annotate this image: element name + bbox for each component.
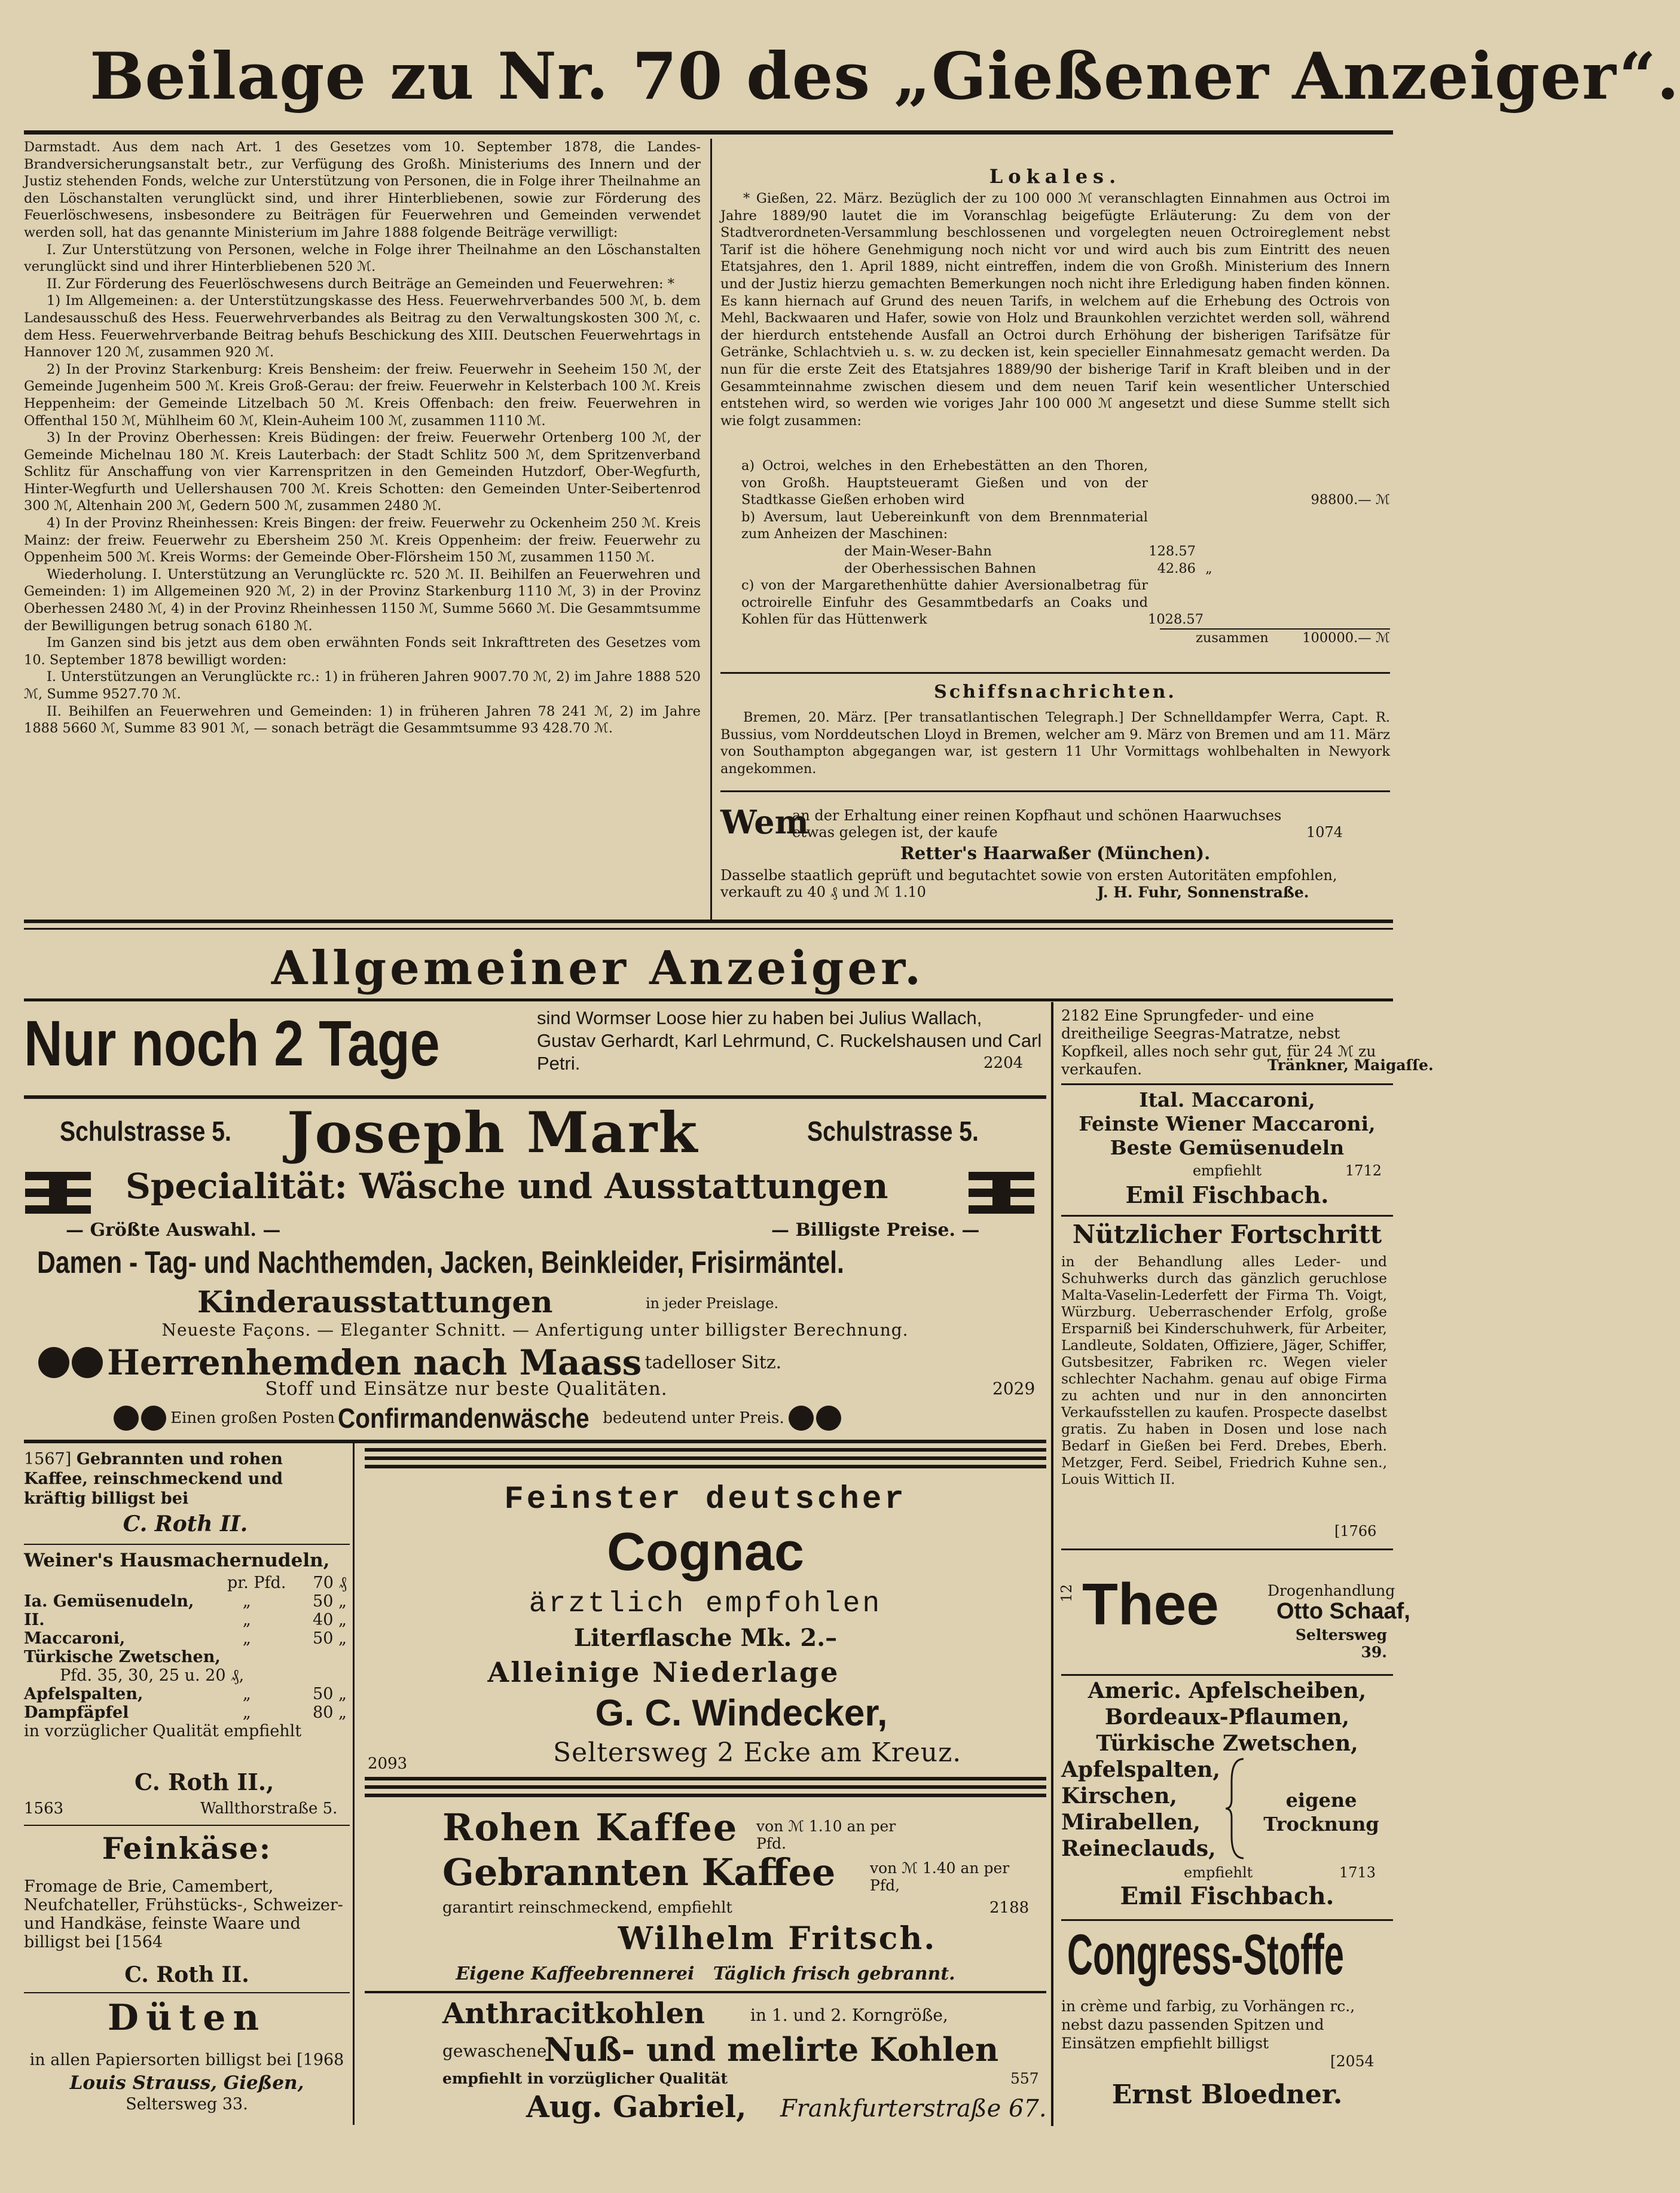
- lokales-article: [720, 190, 1390, 429]
- gabriel-l3: empfiehlt in vorzüglicher Qualität: [442, 2070, 728, 2087]
- wem-product: Retter's Haarwaßer (München).: [900, 843, 1211, 863]
- ad-rule: [1061, 1083, 1393, 1085]
- ad-rule: [24, 1095, 1046, 1099]
- article-paragraph: Im Ganzen sind bis jetzt aus dem oben erwähnten Fonds seit Inkrafttreten des Gesetzes vom 10. September 1878 bewilligt worden:: [24, 635, 701, 668]
- fischbach2-l4: Apfelspalten,: [1061, 1757, 1220, 1782]
- neueste-facons: Neueste Façons. — Eleganter Schnitt. — Anfertigung unter billigster Berechnung.: [161, 1320, 909, 1340]
- fortschritt-number: [1766: [1334, 1523, 1377, 1540]
- thee-title: Thee: [1082, 1571, 1219, 1637]
- nur-noch-text: sind Wormser Loose hier zu haben bei Julius Wallach, Gustav Gerhardt, Karl Lehrmund, C. Ruckelshausen und Carl Petri.: [537, 1007, 1042, 1074]
- feinkaese-text: Fromage de Brie, Camembert, Neufchateller, Frühstücks-, Schweizer- und Handkäse, feinste Waare und billigst bei [1564: [24, 1877, 343, 1951]
- fischbach2-l1: Americ. Apfelscheiben,: [1088, 1678, 1367, 1703]
- ornament-right-icon: [969, 1172, 1034, 1216]
- nur-noch-headline: Nur noch 2 Tage: [24, 1007, 440, 1079]
- fritsch-p2: von ℳ 1.40 an per Pfd,: [870, 1859, 1010, 1894]
- cognac-l3: ärztlich empfohlen: [529, 1588, 882, 1620]
- price-unit: „: [242, 1629, 251, 1648]
- fischbach1-number: 1712: [1345, 1162, 1382, 1179]
- article-paragraph: Darmstadt. Aus dem nach Art. 1 des Gesetzes vom 10. September 1878, die Landes-Brandversicherungsanstalt betr., zur Verfügung des Großh. Ministeriums des Innern und der Justiz stehenden Fonds, welche zur Unterstützung von Personen, die in Folge ihrer Theilnahme an den Löschanstalten verunglückt sind, und ihrer Hinterbliebenen, sowie zur Förderung des Feuerlöschwesens, insbesondere zu Beiträgen für Feuerwehren und Gemeinden verwendet werden soll, hat das genannte Ministerium im Jahre 1888 folgende Beiträge verwilligt:: [24, 139, 701, 240]
- thee-l1: Drogenhandlung: [1267, 1582, 1395, 1599]
- fischbach2-number: 1713: [1339, 1864, 1376, 1881]
- fischbach2-l2: Bordeaux-Pflaumen,: [1104, 1705, 1350, 1730]
- fortschritt-title: Nützlicher Fortschritt: [1072, 1220, 1382, 1249]
- billigste-preise: — Billigste Preise. —: [771, 1220, 980, 1241]
- octroi-row-b2-value: 42.86: [1157, 560, 1196, 576]
- herrenhemden: Herrenhemden nach Maass: [107, 1342, 642, 1383]
- price-value: 40 „: [313, 1611, 347, 1629]
- section-rule: [720, 790, 1390, 792]
- octroi-row-c-label: c) von der Margarethenhütte dahier Aversionalbetrag für octroirelle Einfuhr des Gesammtbedarfs an Coaks und Kohlen für das Hüttenwerk: [741, 578, 1148, 628]
- wem-seller: J. H. Fuhr, Sonnenstraße.: [1097, 884, 1309, 901]
- posten-c: bedeutend unter Preis.: [603, 1409, 784, 1427]
- ad-rule: [24, 1825, 350, 1826]
- herren-line: [37, 1342, 781, 1383]
- dueten-title: Düten: [107, 1997, 267, 2039]
- damen-line: Damen - Tag- und Nachthemden, Jacken, Beinkleider, Frisirmäntel.: [37, 1245, 844, 1280]
- article-paragraph: II. Zur Förderung des Feuerlöschwesens durch Beiträge an Gemeinden und Feuerwehren: *: [47, 276, 674, 292]
- price-unit: „: [242, 1703, 251, 1722]
- cognac-l6: G. C. Windecker,: [595, 1693, 888, 1734]
- ad-rule: [24, 1544, 350, 1545]
- herren-suffix: tadelloser Sitz.: [644, 1352, 782, 1373]
- article-paragraph: I. Zur Unterstützung von Personen, welche in Folge ihrer Theilnahme an den Löschanstalten verunglückt sind und ihrer Hinterbliebenen 520 ℳ.: [24, 242, 701, 275]
- traenkner-seller: Tränkner, Maigaſſe.: [1267, 1056, 1434, 1074]
- fischbach1-l1: Ital. Maccaroni,: [1139, 1088, 1315, 1111]
- price-row: [24, 1685, 347, 1703]
- fischbach1-l2: Feinste Wiener Maccaroni,: [1079, 1112, 1376, 1135]
- price-row: [24, 1592, 347, 1611]
- fischbach1-l4: empfiehlt: [1192, 1162, 1262, 1179]
- octroi-row-a-value: 98800.— ℳ: [1311, 492, 1390, 508]
- article-paragraph: 3) In der Provinz Oberhessen: Kreis Büdingen: der freiw. Feuerwehr Ortenberg 100 ℳ, der Gemeinde Michelnau 180 ℳ. Kreis Lauterbach: der Stadt Schlitz 500 ℳ, dem Spritzenverband Schlitz für Anschaffung von vier Karrenspritzen in den Gemeinden Hutzdorf, Ober-Wegfurth, Hinter-Wegfurth und Uellershausen 700 ℳ. Kreis Schotten: den Gemeinden Unter-Seibertenrod 300 ℳ, Altenhain 200 ℳ, Gedern 500 ℳ, zusammen 2480 ℳ.: [24, 430, 701, 514]
- cognac-rule: [365, 1456, 1046, 1460]
- lokales-heading: Lokales.: [989, 165, 1122, 188]
- article-paragraph: 4) In der Provinz Rheinhessen: Kreis Bingen: der freiw. Feuerwehr zu Ockenheim 250 ℳ. Kreis Mainz: der freiw. Feuerwehr zu Ebersheim 250 ℳ. Kreis Oppenheim: der freiw. Feuerwehr zu Oppenheim 500 ℳ. Kreis Worms: der Gemeinde Ober-Flörsheim 150 ℳ, zusammen 1150 ℳ.: [24, 515, 701, 566]
- separator-rule: [24, 928, 1393, 930]
- congress-text: in crème und farbig, zu Vorhängen rc., nebst dazu passenden Spitzen und Einsätzen empfiehlt billigst: [1061, 1997, 1355, 2052]
- fischbach2-eigene1: eigene: [1285, 1789, 1357, 1812]
- price-value: 50 „: [313, 1629, 347, 1648]
- fischbach2-eigene2: Trocknung: [1263, 1813, 1379, 1835]
- left-column-article: [24, 139, 701, 737]
- cognac-rule: [365, 1794, 1046, 1797]
- ornament-left-icon: [25, 1172, 91, 1216]
- ad-rule: [1061, 1674, 1393, 1676]
- fischbach2-seller: Emil Fischbach.: [1120, 1882, 1334, 1910]
- gabriel-l1b: in 1. und 2. Korngröße,: [750, 2005, 948, 2025]
- ad-rule: [24, 1992, 350, 1993]
- bullet-icon: [114, 1406, 139, 1431]
- ad-rule: [365, 1991, 1046, 1993]
- column-divider: [710, 139, 712, 921]
- fischbach2-l6: Mirabellen,: [1061, 1810, 1201, 1835]
- traenkner-text: 2182 Eine Sprungfeder- und eine dreitheilige Seegras-Matratze, nebst Kopfkeil, alles noch sehr gut, für 24 ℳ zu verkaufen.: [1061, 1007, 1376, 1078]
- separator-rule: [24, 920, 1393, 923]
- roth-nudeln-footer: in vorzüglicher Qualität empfiehlt: [24, 1722, 302, 1740]
- ad-rule: [1061, 1215, 1393, 1217]
- posten-line: [112, 1402, 842, 1434]
- fischbach2-l3: Türkische Zwetschen,: [1096, 1731, 1358, 1756]
- fritsch-number: 2188: [989, 1899, 1030, 1917]
- article-paragraph: 2) In der Provinz Starkenburg: Kreis Bensheim: der freiw. Feuerwehr in Seeheim 150 ℳ, der Gemeinde Jugenheim 500 ℳ. Kreis Groß-Gerau: der freiw. Feuerwehr in Kelsterbach 100 ℳ. Kreis Heppenheim: der Gemeinde Litzelbach 50 ℳ. Kreis Offenbach: den freiw. Feuerwehren in Offenthal 150 ℳ, Mühlheim 60 ℳ, Klein-Auheim 100 ℳ, zusammen 1110 ℳ.: [24, 361, 701, 429]
- cognac-l5: Alleinige Niederlage: [487, 1656, 840, 1688]
- fischbach1-seller: Emil Fischbach.: [1125, 1181, 1329, 1208]
- dueten-seller: Louis Strauss, Gießen,: [69, 2072, 304, 2094]
- cognac-l1: Feinster deutscher: [504, 1482, 907, 1518]
- brace-icon: [1226, 1758, 1250, 1862]
- price-label: Dampfäpfel: [24, 1703, 129, 1722]
- fritsch-seller: Wilhelm Fritsch.: [618, 1920, 937, 1957]
- octroi-table: [741, 457, 1390, 647]
- roth-nudeln-list: [24, 1574, 347, 1740]
- ads-column-divider: [1051, 1002, 1053, 2126]
- section-rule: [720, 672, 1390, 674]
- octroi-row-b1-label: der Main-Weser-Bahn: [844, 543, 992, 559]
- cognac-rule: [365, 1777, 1046, 1780]
- roth-kaffee-ad: [24, 1449, 347, 1508]
- thee-l2: Otto Schaaf,: [1276, 1599, 1410, 1624]
- fritsch-l1: Rohen Kaffee: [442, 1806, 738, 1849]
- bullet-icon: [141, 1406, 166, 1431]
- cognac-rule: [365, 1785, 1046, 1789]
- ad-rule: [24, 1440, 1046, 1443]
- dueten-text: in allen Papiersorten billigst bei [1968: [29, 2051, 344, 2069]
- article-paragraph: I. Unterstützungen an Verunglückte rc.: 1) in früheren Jahren 9007.70 ℳ, 2) im Jahre 1888 520 ℳ, Summe 9527.70 ℳ.: [24, 669, 701, 702]
- posten-b: Confirmandenwäsche: [338, 1403, 589, 1434]
- roth-kaffee-seller: C. Roth II.: [123, 1511, 248, 1537]
- feinkaese-seller: C. Roth II.: [124, 1962, 249, 1987]
- price-unit: „: [242, 1592, 251, 1611]
- wem-line2: Dasselbe staatlich geprüft und begutachtet sowie von ersten Autoritäten empfohlen, verkauft zu 40 ₰ und ℳ 1.10: [720, 867, 1337, 900]
- congress-number: [2054: [1330, 2052, 1374, 2070]
- ad-rule: [1061, 1919, 1393, 1921]
- masthead-rule: [24, 130, 1393, 135]
- bullet-icon: [816, 1406, 841, 1431]
- roth-nudeln-number: 1563: [24, 1800, 64, 1818]
- specialitaet-line: Specialität: Wäsche und Ausstattungen: [126, 1166, 888, 1207]
- bullet-icon: [72, 1347, 103, 1378]
- thee-l3: Seltersweg 39.: [1295, 1626, 1387, 1661]
- wem-number: 1074: [1306, 824, 1343, 841]
- cognac-l4: Literflasche Mk. 2.–: [573, 1624, 838, 1652]
- schiffs-paragraph: Bremen, 20. März. [Per transatlantischen Telegraph.] Der Schnelldampfer Werra, Capt. R. Bussius, vom Norddeutschen Lloyd in Bremen, welcher am 9. März von Bremen und am 11. März von Southampton abgegangen war, ist gestern 11 Uhr Vormittags wohlbehalten in Newyork angekommen.: [720, 710, 1390, 777]
- fritsch-l3: garantirt reinschmeckend, empfiehlt: [442, 1899, 732, 1917]
- fritsch-l4: Eigene Kaffeebrennerei Täglich frisch gebrannt.: [456, 1963, 955, 1984]
- price-unit: pr. Pfd.: [227, 1574, 286, 1592]
- octroi-row-a-label: a) Octroi, welches in den Erhebestätten an den Thoren, von Großh. Hauptsteueramt Gießen und von der Stadtkasse Gießen erhoben wird: [741, 458, 1148, 508]
- nur-noch-number: 2204: [983, 1054, 1024, 1072]
- octroi-row-b-label: b) Aversum, laut Uebereinkunft von dem Brennmaterial zum Anheizen der Maschinen:: [741, 509, 1148, 542]
- price-label: [24, 1574, 227, 1592]
- price-label: Maccaroni,: [24, 1629, 126, 1648]
- roth-kaffee-number: 1567]: [24, 1450, 72, 1468]
- section-title-rule: [24, 998, 1393, 1001]
- octroi-total-value: 100000.— ℳ: [1302, 630, 1390, 646]
- ad-column-divider: [353, 1443, 355, 2125]
- fritsch-l2: Gebrannten Kaffee: [442, 1850, 836, 1894]
- lokales-paragraph: * Gießen, 22. März. Bezüglich der zu 100 000 ℳ veranschlagten Einnahmen aus Octroi im Jahre 1889/90 lautet die im Voranschlag beigefügte Erläuterung: Zu dem von der Stadtverordneten-Versammlung beschlossenen und vorgelegten neuen Octroireglement nebst Tarif ist die höhere Genehmigung noch nicht vor und wird auch bis zum Eintritt des neuen Etatsjahres, den 1. April 1889, nicht eintreffen, indem die von Großh. Ministerium des Innern und der Justiz hierzu gemachten Bemerkungen noch nicht ihre Erledigung haben finden können. Es kann hiernach auf Grund des neuen Tarifs, in welchem auf die Erhebung des Octrois von Mehl, Backwaaren und Hafer, sowie von Holz und Braunkohlen verzichtet werden soll, während der hierdurch entstehende Ausfall an Octroi durch Erhöhung der bisherigen Tarifsätze für Getränke, Schlachtvieh u. s. w. zu decken ist, kein specieller Einnahmesatz gemacht werden. Da nun für die erste Zeit des Etatsjahres 1889/90 der bisherige Tarif in Kraft bleiben und in der Gesammteinnahme zwischen diesem und dem neuen Tarif kein wesentlicher Unterschied entstehen wird, so werden wie voriges Jahr 100 000 ℳ angesetzt und diese Summe stellt sich wie folgt zusammen:: [720, 191, 1390, 429]
- dueten-address: Seltersweg 33.: [126, 2095, 248, 2113]
- schiffs-article: [720, 709, 1390, 777]
- roth-nudeln-title: Weiner's Hausmachernudeln,: [24, 1550, 330, 1571]
- octroi-row-c-value: 1028.57: [1148, 612, 1204, 628]
- cognac-rule: [365, 1465, 1046, 1468]
- gabriel-l2b: Nuß- und melirte Kohlen: [544, 2030, 999, 2069]
- price-row: [24, 1703, 347, 1722]
- price-label: Ia. Gemüsenudeln,: [24, 1592, 194, 1611]
- masthead-title: Beilage zu Nr. 70 des „Gießener Anzeiger“.: [90, 39, 1680, 114]
- fischbach1-l3: Beste Gemüsenudeln: [1110, 1136, 1345, 1159]
- wem-word: Wem: [720, 803, 809, 841]
- gabriel-address: Frankfurterstraße 67.: [780, 2095, 1047, 2122]
- bullet-icon: [38, 1347, 69, 1378]
- roth-kaffee-text: Gebrannten und rohen Kaffee, reinschmeckend und kräftig billigst bei: [24, 1450, 283, 1508]
- octroi-row-b1-value: 128.57: [1148, 543, 1196, 559]
- fritsch-p1: von ℳ 1.10 an per Pfd.: [756, 1818, 896, 1852]
- price-value: 70 ₰: [313, 1574, 347, 1592]
- groesste-auswahl: — Größte Auswahl. —: [66, 1220, 281, 1241]
- article-paragraph: 1) Im Allgemeinen: a. der Unterstützungskasse des Hess. Feuerwehrverbandes 500 ℳ, b. dem Landesausschuß des Hess. Feuerwehrverbandes als Beitrag zu den Verwaltungskosten 300 ℳ, c. dem Hess. Feuerwehrverbande Beitrag behufs Beschickung des XIII. Deutschen Feuerwehrtags in Hannover 120 ℳ, zusammen 920 ℳ.: [24, 293, 701, 361]
- gabriel-seller: Aug. Gabriel,: [526, 2089, 747, 2124]
- cognac-number: 2093: [368, 1755, 408, 1773]
- article-paragraph: II. Beihilfen an Feuerwehren und Gemeinden: 1) in früheren Jahren 78 241 ℳ, 2) im Jahre 1888 5660 ℳ, Summe 83 901 ℳ, — sonach beträgt die Gesammtsumme 93 428.70 ℳ.: [24, 703, 701, 737]
- kinderausstattungen: Kinderausstattungen: [197, 1284, 553, 1320]
- price-unit: „: [242, 1685, 251, 1703]
- price-unit: „: [242, 1611, 251, 1629]
- price-label: Apfelspalten,: [24, 1685, 143, 1703]
- roth-nudeln-seller: C. Roth II.,: [135, 1769, 274, 1795]
- article-paragraph: Wiederholung. I. Unterstützung an Verunglückte rc. 520 ℳ. II. Beihilfen an Feuerwehren und Gemeinden: 1) im Allgemeinen 920 ℳ, 2) in der Provinz Starkenburg 1110 ℳ, 3) in der Provinz Oberhessen 2480 ℳ, 4) in der Provinz Rheinhessen 1150 ℳ, Summe 5660 ℳ. Die Gesammtsumme der Bewilligungen betrug sonach 6180 ℳ.: [24, 566, 701, 634]
- ad-rule: [1061, 1548, 1393, 1550]
- price-value: 50 „: [313, 1592, 347, 1611]
- price-value: 80 „: [313, 1703, 347, 1722]
- price-label: Pfd. 35, 30, 25 u. 20 ₰,: [60, 1666, 245, 1685]
- posten-a: Einen großen Posten: [170, 1409, 335, 1427]
- price-row: [24, 1574, 347, 1592]
- gabriel-l1a: Anthracitkohlen: [442, 1997, 705, 2030]
- joseph-mark-street-left: Schulstrasse 5.: [60, 1116, 231, 1147]
- gabriel-number: 557: [1010, 2070, 1039, 2087]
- price-value: 50 „: [313, 1685, 347, 1703]
- feinkaese-title: Feinkäse:: [102, 1831, 272, 1866]
- ditto-mark: „: [1205, 560, 1212, 576]
- thee-side-number: 12: [1058, 1584, 1075, 1602]
- congress-seller: Ernst Bloedner.: [1111, 2079, 1343, 2110]
- price-row: [24, 1611, 347, 1629]
- fischbach2-l8: empfiehlt: [1184, 1864, 1253, 1881]
- price-row: [24, 1629, 347, 1648]
- bullet-icon: [789, 1406, 814, 1431]
- cognac-l7: Seltersweg 2 Ecke am Kreuz.: [553, 1737, 962, 1768]
- octroi-row-b2-label: der Oberhessischen Bahnen: [844, 560, 1036, 576]
- joseph-mark-street-right: Schulstrasse 5.: [807, 1116, 979, 1147]
- fortschritt-text: in der Behandlung alles Leder- und Schuhwerks durch das gänzlich geruchlose Malta-Vaselin-Lederfett der Firma Th. Voigt, Würzburg. Ueberraschender Erfolg, große Ersparniß bei Kinderschuhwerk, für Arbeiter, Landleute, Soldaten, Offiziere, Jäger, Schiffer, Gutsbesitzer, Fabriken rc. Wegen vieler schlechter Nachahm. genau auf obige Firma zu achten und nur in den annoncirten Verkaufsstellen zu kaufen. Prospecte daselbst gratis. Zu haben in Dosen und lose nach Bedarf in Gießen bei Ferd. Drebes, Eberh. Metzger, Ferd. Seibel, Friedrich Kuhne sen., Louis Wittich II.: [1061, 1253, 1387, 1488]
- price-label: II.: [24, 1611, 45, 1629]
- fischbach2-l7: Reineclauds,: [1061, 1836, 1216, 1861]
- joseph-mark-number: 2029: [992, 1379, 1036, 1398]
- section-title: Allgemeiner Anzeiger.: [271, 941, 925, 995]
- wem-line1: an der Erhaltung einer reinen Kopfhaut und schönen Haarwuchses etwas gelegen ist, der kaufe: [792, 807, 1282, 841]
- schiffs-heading: Schiffsnachrichten.: [934, 682, 1177, 703]
- roth-nudeln-address: Wallthorstraße 5.: [200, 1800, 338, 1818]
- cognac-l2: Cognac: [606, 1522, 805, 1582]
- gabriel-l2a: gewaschene: [442, 2041, 547, 2061]
- cognac-rule: [365, 1448, 1046, 1452]
- congress-title: Congress-Stoffe: [1067, 1923, 1344, 1987]
- price-label: Türkische Zwetschen,: [24, 1648, 221, 1666]
- kinder-suffix: in jeder Preislage.: [646, 1295, 779, 1312]
- octroi-total-label: zusammen: [1196, 630, 1269, 646]
- fischbach2-l5: Kirschen,: [1061, 1783, 1177, 1809]
- joseph-mark-name: Joseph Mark: [287, 1100, 699, 1166]
- stoff-line: Stoff und Einsätze nur beste Qualitäten.: [265, 1378, 668, 1400]
